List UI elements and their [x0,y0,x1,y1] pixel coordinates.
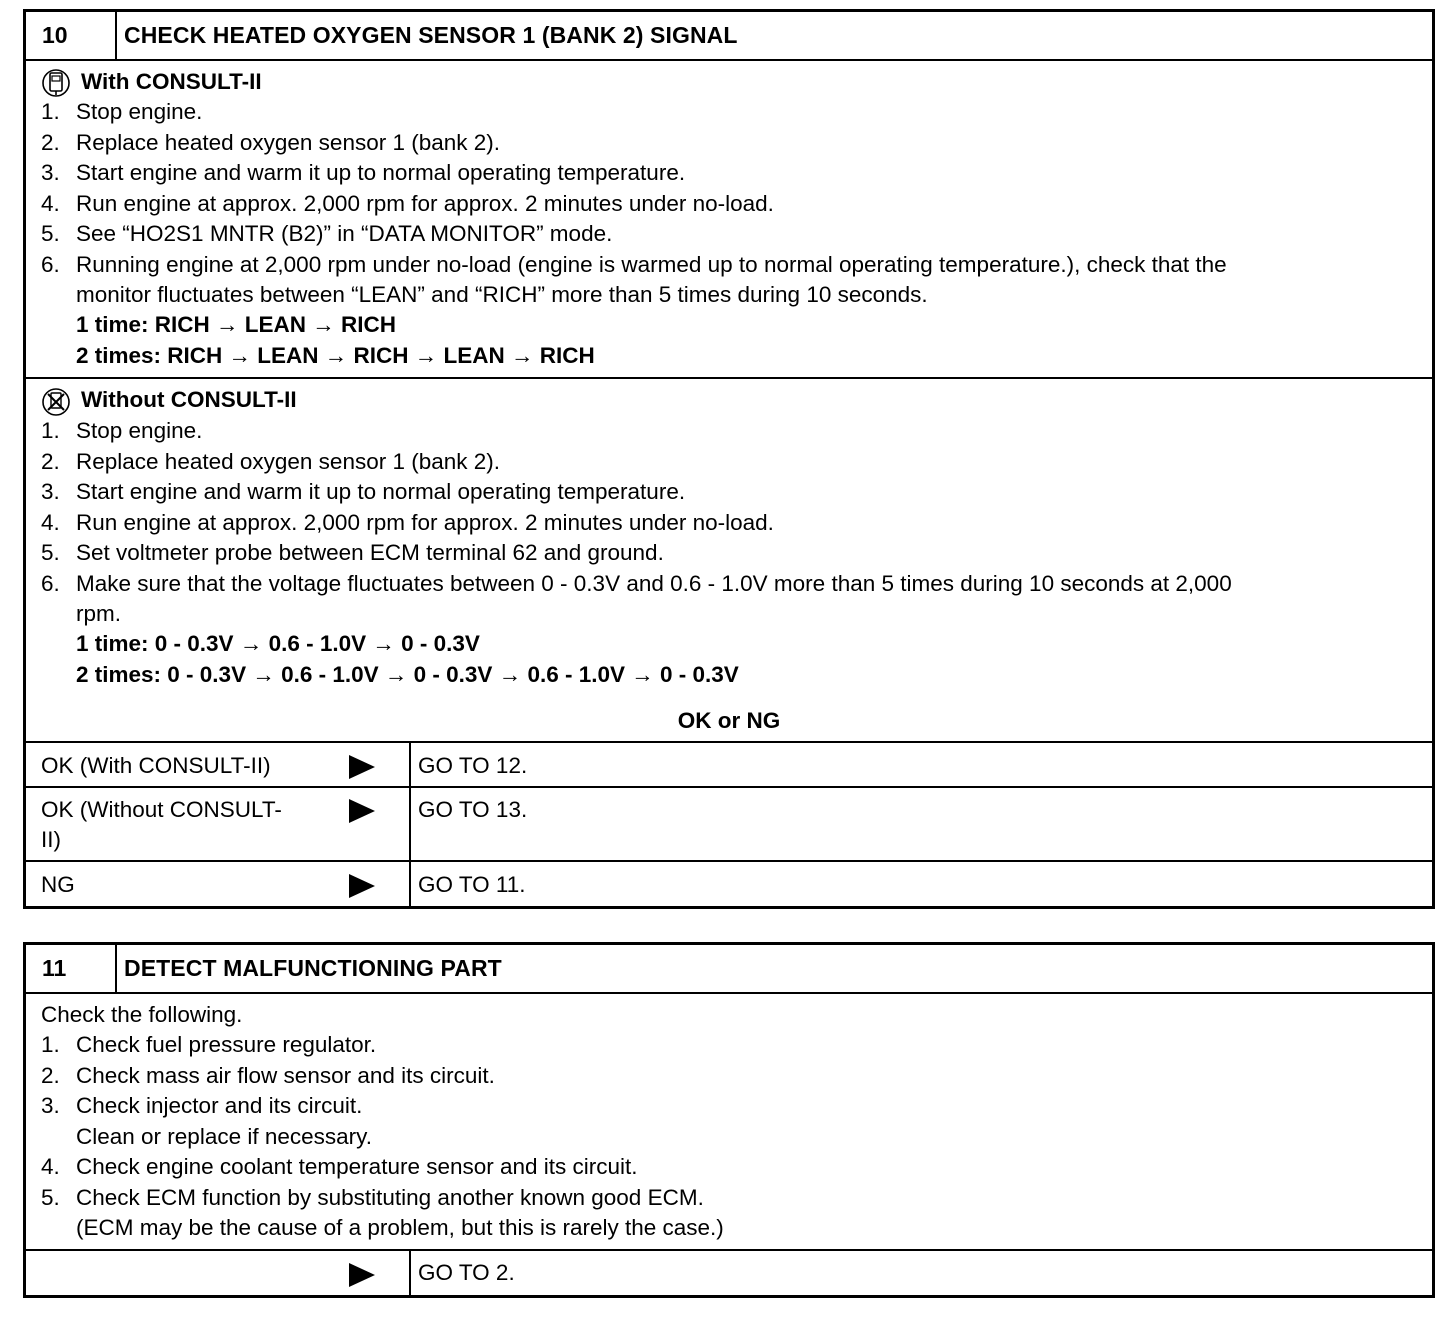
result-condition: NG [41,872,75,897]
list-item-continuation: Clean or replace if necessary. [76,1124,372,1149]
result-action: GO TO 13. [418,797,528,822]
section-divider [26,377,1432,379]
list-item: Start engine and warm it up to normal operating temperature. [76,160,686,185]
list-number: 3. [41,160,60,185]
list-number: 5. [41,221,60,246]
list-item: Check mass air flow sensor and its circuit. [76,1063,495,1088]
step-10-header [26,12,1432,61]
list-number: 4. [41,510,60,535]
list-item-continuation: (ECM may be the cause of a problem, but this is rarely the case.) [76,1215,724,1240]
step-11-table [23,942,1435,1298]
list-item: Run engine at approx. 2,000 rpm for approx. 2 minutes under no-load. [76,191,774,216]
result-condition: OK (With CONSULT-II) [41,753,271,778]
no-consult-icon [41,387,71,417]
cycle-example: 2 times: 0 - 0.3V → 0.6 - 1.0V → 0 - 0.3V → 0.6 - 1.0V → 0 - 0.3V [76,662,739,687]
result-action: GO TO 11. [418,872,526,897]
list-number: 6. [41,571,60,596]
list-number: 1. [41,1032,60,1057]
list-item-continuation: monitor fluctuates between “LEAN” and “RICH” more than 5 times during 10 seconds. [76,282,928,307]
cycle-example: 2 times: RICH → LEAN → RICH → LEAN → RICH [76,343,595,368]
intro-text: Check the following. [41,1002,243,1027]
right-triangle-arrow-icon [349,874,375,898]
list-item-continuation: rpm. [76,601,121,626]
result-action: GO TO 12. [418,753,528,778]
list-item: Check ECM function by substituting another known good ECM. [76,1185,704,1210]
list-item: Stop engine. [76,99,203,124]
list-item: Check fuel pressure regulator. [76,1032,377,1057]
list-number: 3. [41,1093,60,1118]
cycle-example: 1 time: RICH → LEAN → RICH [76,312,397,337]
list-number: 2. [41,1063,60,1088]
list-number: 6. [41,252,60,277]
list-item: Start engine and warm it up to normal operating temperature. [76,479,686,504]
list-number: 1. [41,99,60,124]
without-consult-heading: Without CONSULT-II [81,387,297,412]
list-item: Stop engine. [76,418,203,443]
step-number: 11 [42,955,67,981]
step-title: CHECK HEATED OXYGEN SENSOR 1 (BANK 2) SIGNAL [124,22,738,48]
step-10-table [23,9,1435,909]
with-consult-heading: With CONSULT-II [81,69,262,94]
list-item: Make sure that the voltage fluctuates between 0 - 0.3V and 0.6 - 1.0V more than 5 times during 10 seconds at 2,000 [76,571,1232,596]
list-number: 4. [41,191,60,216]
list-item: Replace heated oxygen sensor 1 (bank 2). [76,449,501,474]
list-number: 5. [41,1185,60,1210]
list-number: 4. [41,1154,60,1179]
list-number: 2. [41,130,60,155]
list-number: 2. [41,449,60,474]
list-item: Running engine at 2,000 rpm under no-load (engine is warmed up to normal operating temperature.), check that the [76,252,1227,277]
row-divider [26,786,1432,788]
ok-or-ng-label: OK or NG [677,708,781,733]
row-divider [26,860,1432,862]
consult-tool-icon [41,68,71,98]
row-divider [26,741,1432,743]
step-title: DETECT MALFUNCTIONING PART [124,955,502,981]
list-item: See “HO2S1 MNTR (B2)” in “DATA MONITOR” mode. [76,221,613,246]
list-number: 1. [41,418,60,443]
header-divider [115,945,117,992]
right-triangle-arrow-icon [349,755,375,779]
header-divider [115,12,117,59]
result-condition-continuation: II) [41,827,61,852]
right-triangle-arrow-icon [349,799,375,823]
cycle-example: 1 time: 0 - 0.3V → 0.6 - 1.0V → 0 - 0.3V [76,631,480,656]
list-number: 5. [41,540,60,565]
list-item: Run engine at approx. 2,000 rpm for approx. 2 minutes under no-load. [76,510,774,535]
right-triangle-arrow-icon [349,1263,375,1287]
column-divider [409,1249,411,1295]
row-divider [26,1249,1432,1251]
step-number: 10 [42,22,68,48]
list-item: Replace heated oxygen sensor 1 (bank 2). [76,130,501,155]
list-number: 3. [41,479,60,504]
step-11-header [26,945,1432,994]
result-action: GO TO 2. [418,1260,515,1285]
list-item: Set voltmeter probe between ECM terminal 62 and ground. [76,540,664,565]
list-item: Check engine coolant temperature sensor and its circuit. [76,1154,638,1179]
column-divider [409,741,411,906]
list-item: Check injector and its circuit. [76,1093,363,1118]
result-condition: OK (Without CONSULT- [41,797,282,822]
